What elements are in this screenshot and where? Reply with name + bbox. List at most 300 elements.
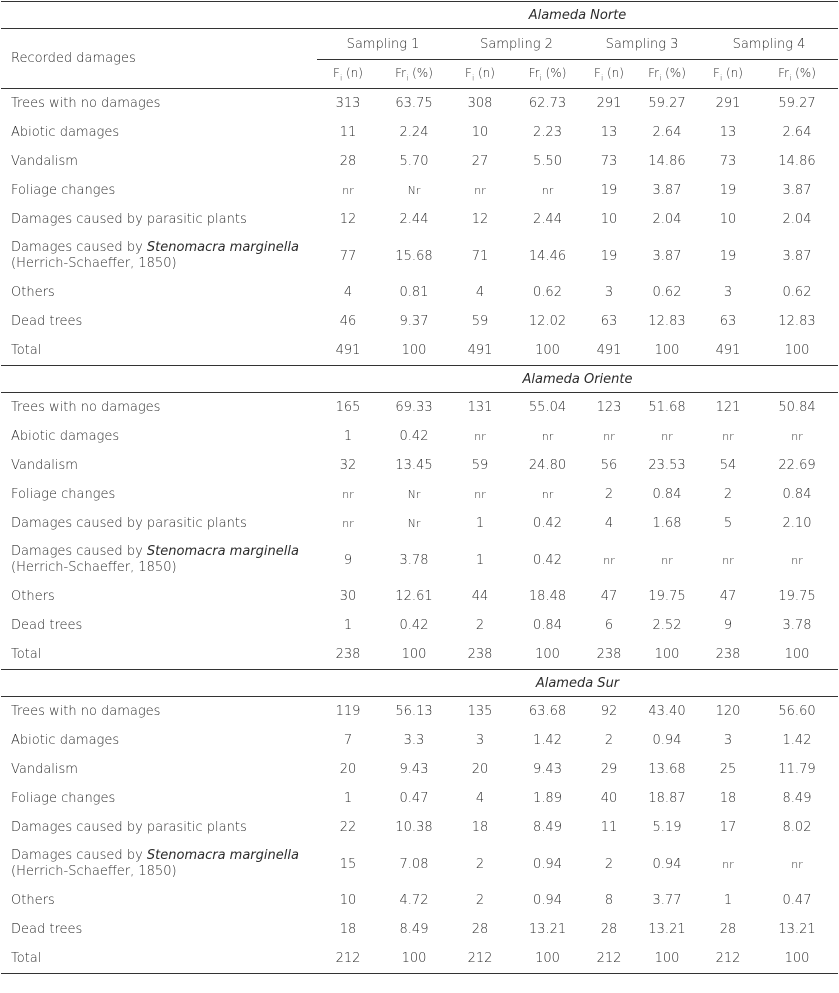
cell-count: 20	[471, 762, 489, 777]
table-row	[1, 205, 838, 234]
row-label	[1, 234, 317, 278]
f-unit: (n)	[346, 65, 363, 80]
cell-percent: 13.21	[778, 922, 816, 937]
cell-count: 238	[700, 640, 756, 670]
table-row	[1, 538, 838, 582]
table-row	[1, 480, 838, 509]
cell-percent: 0.94	[652, 856, 682, 872]
cell-percent: nr	[541, 430, 554, 443]
cell-percent: 7.08	[399, 856, 429, 872]
cell-percent: 100	[379, 944, 449, 974]
cell-percent: nr	[791, 553, 803, 567]
cell-percent: 12.02	[528, 314, 567, 329]
row-label: Foliage changes	[11, 487, 116, 502]
cell-count: 121	[715, 400, 741, 415]
row-label: Damages caused by parasitic plants	[11, 516, 247, 531]
species-author: (Herrich-Schaeffer, 1850)	[11, 560, 177, 575]
cell-percent: 9.37	[399, 314, 429, 329]
cell-percent: nr	[661, 430, 673, 443]
row-label: Trees with no damages	[11, 400, 161, 415]
cell-count: 4	[475, 285, 485, 300]
cell-count: 44	[471, 589, 489, 604]
cell-count: 131	[467, 400, 493, 415]
cell-count: 491	[317, 336, 379, 366]
cell-count: 92	[600, 704, 618, 719]
cell-count: 59	[471, 458, 489, 473]
cell-percent: 22.69	[778, 458, 816, 473]
table-row	[1, 278, 838, 307]
freq-rel-header	[634, 60, 700, 89]
row-label	[1, 538, 317, 582]
cell-count: 291	[596, 96, 622, 111]
cell-count: 18	[339, 922, 357, 937]
f-symbol: F	[594, 65, 601, 80]
cell-percent: 2.64	[652, 125, 682, 140]
row-label: Vandalism	[11, 458, 78, 473]
cell-percent: 12.83	[778, 314, 816, 329]
cell-count: 59	[471, 314, 489, 329]
cell-count: 120	[715, 704, 741, 719]
cell-percent: 2.44	[533, 212, 562, 227]
row-label: Foliage changes	[11, 183, 116, 198]
cell-percent: 0.47	[399, 791, 429, 806]
cell-count: 13	[600, 125, 618, 140]
row-label: Trees with no damages	[11, 704, 161, 719]
cell-count: nr	[722, 553, 734, 567]
cell-count: 28	[600, 922, 618, 937]
section-title: Alameda Norte	[317, 2, 838, 29]
cell-percent: 0.94	[652, 733, 682, 748]
table-row	[1, 755, 838, 784]
cell-count: nr	[342, 184, 354, 197]
cell-percent: 0.42	[533, 552, 562, 568]
row-label: Abiotic damages	[11, 429, 120, 444]
cell-count: 19	[719, 183, 737, 198]
cell-count: 10	[339, 893, 357, 908]
row-label: Trees with no damages	[11, 96, 161, 111]
cell-percent: 13.21	[528, 922, 567, 937]
cell-percent: 0.42	[533, 516, 562, 531]
cell-count: 491	[584, 336, 634, 366]
f-index: i	[339, 73, 343, 83]
cell-count: nr	[342, 488, 354, 501]
cell-percent: 19.75	[778, 589, 816, 604]
section-title-row	[1, 2, 838, 29]
cell-count: 10	[719, 212, 737, 227]
cell-percent: 3.87	[782, 248, 812, 264]
cell-percent: 24.80	[528, 458, 567, 473]
cell-percent: nr	[541, 488, 554, 501]
cell-percent: 59.27	[778, 96, 816, 111]
cell-count: 20	[339, 762, 357, 777]
f-symbol: F	[465, 65, 472, 80]
table-row	[1, 726, 838, 755]
f-symbol: F	[713, 65, 720, 80]
f-symbol: F	[333, 65, 340, 80]
freq-rel-header	[511, 60, 584, 89]
freq-rel-header	[756, 60, 838, 89]
cell-count: 119	[335, 704, 361, 719]
cell-count: 8	[604, 893, 614, 908]
fr-index: i	[539, 73, 542, 83]
cell-count: 291	[715, 96, 741, 111]
cell-count: 27	[471, 154, 489, 169]
row-label: Vandalism	[11, 154, 78, 169]
cell-count: 238	[449, 640, 511, 670]
fr-symbol: Fr	[528, 65, 540, 80]
row-header: Recorded damages	[1, 29, 317, 89]
sampling-header-row	[1, 29, 838, 60]
cell-count: 73	[719, 154, 737, 169]
cell-percent: 1.89	[533, 791, 562, 806]
cell-percent: 0.62	[652, 285, 682, 300]
cell-percent: 3.78	[782, 618, 812, 633]
cell-count: 212	[700, 944, 756, 974]
table-row	[1, 640, 838, 670]
freq-abs-header	[317, 60, 379, 89]
cell-count: 9	[723, 618, 733, 633]
cell-count: 56	[600, 458, 618, 473]
cell-count: 4	[475, 791, 485, 806]
cell-count: 2	[723, 487, 733, 502]
cell-count: 2	[475, 618, 485, 633]
cell-percent: 56.13	[395, 704, 433, 719]
cell-percent: 0.84	[533, 618, 562, 633]
cell-count: 15	[339, 856, 357, 872]
row-label: Abiotic damages	[11, 733, 120, 748]
cell-percent: 100	[511, 640, 584, 670]
cell-percent: 100	[756, 640, 838, 670]
cell-count: 212	[449, 944, 511, 974]
cell-percent: 100	[756, 944, 838, 974]
fr-unit: (%)	[665, 65, 686, 80]
cell-count: 47	[719, 589, 737, 604]
cell-percent: 12.83	[648, 314, 686, 329]
cell-count: 3	[475, 733, 485, 748]
cell-percent: 2.64	[782, 125, 812, 140]
cell-percent: 23.53	[648, 458, 686, 473]
f-unit: (n)	[607, 65, 624, 80]
section-title: Alameda Oriente	[317, 366, 838, 393]
cell-count: 32	[339, 458, 357, 473]
section-title-row	[1, 366, 838, 393]
section-title-row	[1, 670, 838, 697]
cell-percent: 1.42	[782, 733, 812, 748]
cell-percent: 13.68	[648, 762, 686, 777]
damages-table	[1, 1, 838, 974]
row-label: Total	[1, 944, 317, 974]
table-row	[1, 784, 838, 813]
table-row	[1, 611, 838, 640]
cell-count: 12	[339, 212, 357, 227]
row-label-text: Damages caused by	[11, 240, 147, 255]
cell-percent: 8.49	[782, 791, 812, 806]
table-row	[1, 393, 838, 423]
cell-percent: 59.27	[648, 96, 686, 111]
cell-percent: 100	[634, 944, 700, 974]
cell-count: 1	[723, 893, 733, 908]
cell-percent: nr	[661, 553, 673, 567]
cell-count: nr	[474, 184, 486, 197]
table-row	[1, 89, 838, 119]
cell-count: 18	[471, 820, 489, 835]
fr-unit: (%)	[545, 65, 567, 80]
cell-percent: 14.46	[528, 248, 567, 264]
f-index: i	[471, 73, 475, 83]
section-title: Alameda Sur	[317, 670, 838, 697]
table-row	[1, 147, 838, 176]
cell-count: 2	[475, 856, 485, 872]
species-name: Stenomacra marginella	[146, 544, 299, 559]
fr-index: i	[406, 73, 409, 83]
cell-count: 17	[719, 820, 737, 835]
cell-percent: 50.84	[778, 400, 816, 415]
f-index: i	[600, 73, 604, 83]
row-label: Abiotic damages	[11, 125, 120, 140]
cell-count: nr	[474, 430, 486, 443]
cell-percent: 2.24	[399, 125, 429, 140]
cell-count: 1	[343, 791, 353, 806]
cell-percent: 100	[379, 640, 449, 670]
f-unit: (n)	[726, 65, 743, 80]
cell-percent: 3.87	[782, 183, 812, 198]
cell-percent: 0.47	[782, 893, 812, 908]
cell-percent: 0.42	[399, 618, 429, 633]
cell-count: 11	[600, 820, 618, 835]
row-label: Others	[11, 589, 55, 604]
freq-rel-header	[379, 60, 449, 89]
cell-count: 7	[343, 733, 353, 748]
table-row	[1, 915, 838, 944]
cell-count: 3	[604, 285, 614, 300]
freq-abs-header	[449, 60, 511, 89]
cell-count: 308	[467, 96, 493, 111]
cell-count: nr	[603, 430, 615, 443]
cell-percent: 4.72	[399, 893, 429, 908]
cell-count: 63	[600, 314, 618, 329]
cell-count: 47	[600, 589, 618, 604]
fr-symbol: Fr	[395, 65, 407, 80]
cell-count: 71	[471, 248, 489, 264]
cell-count: 29	[600, 762, 618, 777]
table-row	[1, 886, 838, 915]
cell-count: 3	[723, 733, 733, 748]
cell-count: 165	[335, 400, 361, 415]
cell-count: 313	[335, 96, 361, 111]
cell-percent: 19.75	[648, 589, 686, 604]
cell-percent: 10.38	[395, 820, 433, 835]
species-name: Stenomacra marginella	[146, 848, 299, 863]
row-label: Dead trees	[11, 314, 83, 329]
row-label: Total	[1, 336, 317, 366]
cell-percent: 69.33	[395, 400, 433, 415]
cell-percent: 15.68	[395, 248, 433, 264]
cell-percent: 2.04	[652, 212, 682, 227]
cell-count: nr	[474, 488, 486, 501]
cell-percent: 18.87	[648, 791, 686, 806]
cell-percent: 0.42	[399, 429, 429, 444]
cell-count: 19	[719, 248, 737, 264]
table-row	[1, 422, 838, 451]
cell-count: 46	[339, 314, 357, 329]
cell-count: 28	[471, 922, 489, 937]
cell-count: 77	[339, 248, 357, 264]
cell-percent: 2.23	[533, 125, 562, 140]
fr-symbol: Fr	[648, 65, 660, 80]
sampling-header: Sampling 3	[584, 29, 700, 60]
cell-count: 212	[584, 944, 634, 974]
cell-percent: 2.44	[399, 212, 429, 227]
cell-percent: 0.62	[533, 285, 562, 300]
cell-percent: 100	[511, 944, 584, 974]
row-label: Total	[1, 640, 317, 670]
cell-count: 19	[600, 183, 618, 198]
row-label: Damages caused by parasitic plants	[11, 820, 247, 835]
cell-count: 5	[723, 516, 733, 531]
fr-symbol: Fr	[778, 65, 790, 80]
species-author: (Herrich-Schaeffer, 1850)	[11, 256, 177, 271]
cell-percent: 3.87	[652, 248, 682, 264]
cell-percent: Nr	[407, 184, 421, 197]
cell-percent: 5.19	[652, 820, 682, 835]
cell-count: 1	[475, 552, 485, 568]
species-name: Stenomacra marginella	[146, 240, 299, 255]
cell-count: 22	[339, 820, 357, 835]
row-label: Foliage changes	[11, 791, 116, 806]
table-row	[1, 697, 838, 727]
cell-count: 40	[600, 791, 618, 806]
row-label	[1, 842, 317, 886]
cell-count: 123	[596, 400, 622, 415]
cell-count: 1	[343, 618, 353, 633]
cell-percent: 100	[634, 640, 700, 670]
cell-count: 11	[339, 125, 357, 140]
fr-unit: (%)	[795, 65, 816, 80]
cell-count: 10	[471, 125, 489, 140]
cell-count: 1	[475, 516, 485, 531]
cell-percent: 2.52	[652, 618, 682, 633]
cell-percent: 18.48	[528, 589, 567, 604]
freq-abs-header	[700, 60, 756, 89]
cell-count: 6	[604, 618, 614, 633]
cell-count: 238	[317, 640, 379, 670]
cell-percent: 13.21	[648, 922, 686, 937]
cell-count: 2	[475, 893, 485, 908]
cell-count: 2	[604, 733, 614, 748]
cell-count: 25	[719, 762, 737, 777]
cell-count: 3	[723, 285, 733, 300]
cell-percent: 8.49	[399, 922, 429, 937]
sampling-header: Sampling 4	[700, 29, 838, 60]
cell-percent: 3.77	[652, 893, 682, 908]
row-label: Damages caused by parasitic plants	[11, 212, 247, 227]
cell-percent: 100	[379, 336, 449, 366]
cell-count: 4	[604, 516, 614, 531]
cell-count: 491	[700, 336, 756, 366]
fr-unit: (%)	[412, 65, 433, 80]
row-label: Others	[11, 893, 55, 908]
cell-percent: Nr	[407, 517, 421, 530]
cell-percent: 8.02	[782, 820, 812, 835]
cell-count: 238	[584, 640, 634, 670]
cell-percent: 8.49	[533, 820, 562, 835]
table-row	[1, 118, 838, 147]
cell-percent: 1.68	[652, 516, 682, 531]
table-row	[1, 813, 838, 842]
cell-percent: 1.42	[533, 733, 562, 748]
cell-count: 1	[343, 429, 353, 444]
cell-percent: 3.87	[652, 183, 682, 198]
table-row	[1, 176, 838, 205]
table-row	[1, 336, 838, 366]
cell-count: 19	[600, 248, 618, 264]
cell-percent: 63.68	[528, 704, 567, 719]
cell-count: 9	[343, 552, 353, 568]
cell-count: 13	[719, 125, 737, 140]
cell-count: 491	[449, 336, 511, 366]
cell-percent: 5.50	[533, 154, 562, 169]
cell-percent: 0.84	[782, 487, 812, 502]
row-label-text: Damages caused by	[11, 848, 147, 863]
cell-count: 18	[719, 791, 737, 806]
cell-count: 12	[471, 212, 489, 227]
f-unit: (n)	[478, 65, 495, 80]
cell-count: 2	[604, 856, 614, 872]
fr-index: i	[659, 73, 662, 83]
cell-percent: 56.60	[778, 704, 816, 719]
sampling-header: Sampling 2	[449, 29, 584, 60]
cell-count: 73	[600, 154, 618, 169]
cell-count: 30	[339, 589, 357, 604]
cell-percent: nr	[791, 430, 803, 443]
cell-percent: 5.70	[399, 154, 429, 169]
table-row	[1, 944, 838, 974]
cell-percent: 2.10	[782, 516, 812, 531]
cell-percent: 13.45	[395, 458, 433, 473]
cell-count: 28	[719, 922, 737, 937]
table-row	[1, 307, 838, 336]
cell-count: nr	[722, 857, 734, 871]
cell-percent: 0.94	[533, 856, 562, 872]
row-label: Others	[11, 285, 55, 300]
cell-percent: 2.04	[782, 212, 812, 227]
cell-percent: 0.62	[782, 285, 812, 300]
cell-percent: 14.86	[778, 154, 816, 169]
fr-index: i	[789, 73, 792, 83]
cell-percent: 9.43	[533, 762, 562, 777]
f-index: i	[719, 73, 723, 83]
cell-percent: 63.75	[395, 96, 433, 111]
row-label: Vandalism	[11, 762, 78, 777]
cell-percent: 0.94	[533, 893, 562, 908]
cell-percent: 14.86	[648, 154, 686, 169]
cell-percent: 100	[634, 336, 700, 366]
cell-count: 28	[339, 154, 357, 169]
row-label: Dead trees	[11, 922, 83, 937]
sampling-header: Sampling 1	[317, 29, 449, 60]
cell-percent: Nr	[407, 488, 421, 501]
cell-percent: 62.73	[528, 96, 567, 111]
cell-percent: 55.04	[528, 400, 567, 415]
cell-count: 63	[719, 314, 737, 329]
cell-percent: nr	[791, 857, 803, 871]
row-label-text: Damages caused by	[11, 544, 147, 559]
cell-percent: 11.79	[778, 762, 816, 777]
cell-percent: 3.3	[403, 733, 425, 748]
freq-abs-header	[584, 60, 634, 89]
cell-percent: 12.61	[395, 589, 433, 604]
cell-count: 54	[719, 458, 737, 473]
